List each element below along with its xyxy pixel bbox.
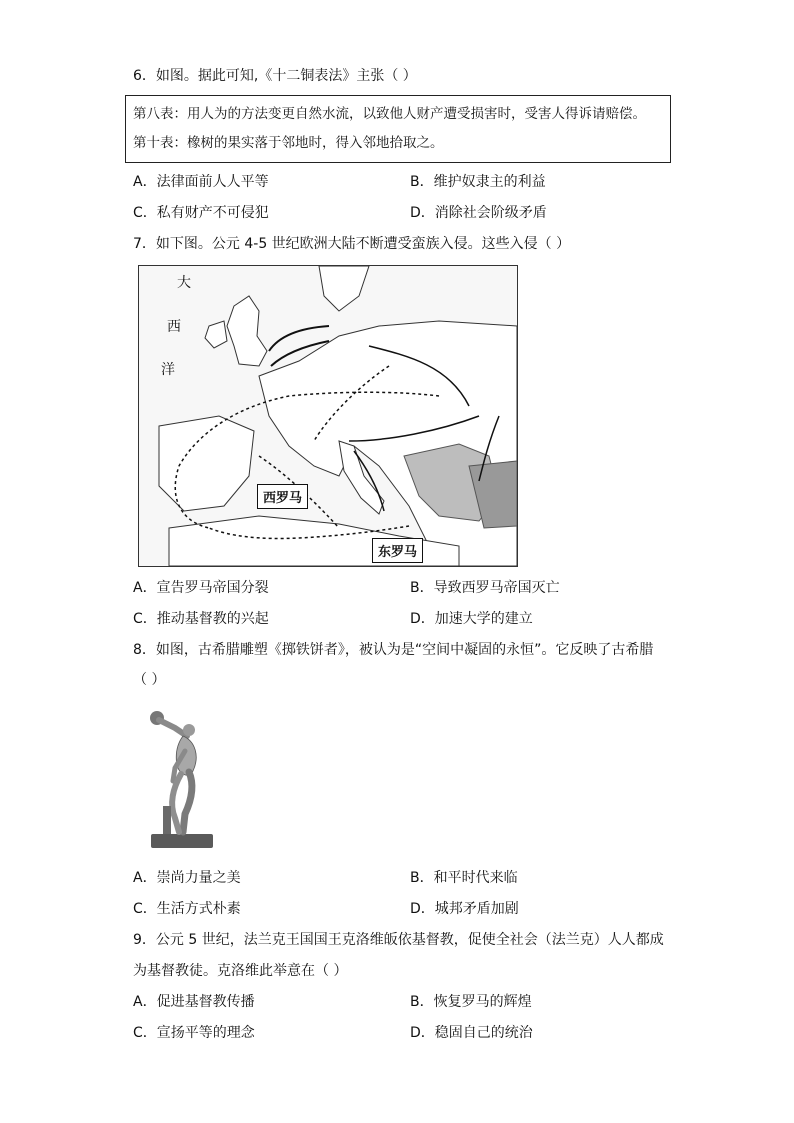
q7-option-c[interactable]: C．推动基督教的兴起: [133, 611, 269, 627]
q7-option-b[interactable]: B．导致西罗马帝国灭亡: [410, 580, 560, 596]
q6-option-c[interactable]: C．私有财产不可侵犯: [133, 205, 269, 221]
q6-quote-line-1: 第八表：用人为的方法变更自然水流，以致他人财产遭受损害时，受害人得诉请赔偿。: [133, 106, 646, 122]
q9-stem-line-1: 9．公元 5 世纪，法兰克王国国王克洛维皈依基督教，促使全社会（法兰克）人人都成: [133, 932, 664, 948]
q7-stem: 7．如下图。公元 4-5 世纪欧洲大陆不断遭受蛮族入侵。这些入侵（ ）: [133, 236, 571, 252]
q7-option-d[interactable]: D．加速大学的建立: [410, 611, 533, 627]
q6-quote-box: [125, 95, 671, 163]
map-ocean-label-2: 西: [167, 319, 181, 335]
q6-quote-line-2: 第十表：橡树的果实落于邻地时，得入邻地拾取之。: [133, 135, 444, 151]
map-west-rome-label: 西罗马: [257, 484, 308, 509]
map-east-rome-label: 东罗马: [372, 538, 423, 563]
discobolus-statue-image: [145, 706, 221, 852]
q9-option-c[interactable]: C．宣扬平等的理念: [133, 1025, 255, 1041]
q9-stem-line-2: 为基督教徒。克洛维此举意在（ ）: [133, 963, 348, 979]
q8-option-a[interactable]: A．崇尚力量之美: [133, 870, 241, 886]
q8-stem-line-1: 8．如图，古希腊雕塑《掷铁饼者》，被认为是“空间中凝固的永恒”。它反映了古希腊: [133, 642, 654, 658]
q8-option-b[interactable]: B．和平时代来临: [410, 870, 518, 886]
q9-option-b[interactable]: B．恢复罗马的辉煌: [410, 994, 532, 1010]
map-graphic: [139, 266, 517, 566]
q8-stem-line-2: （ ）: [133, 672, 166, 688]
q9-option-d[interactable]: D．稳固自己的统治: [410, 1025, 533, 1041]
q9-option-a[interactable]: A．促进基督教传播: [133, 994, 255, 1010]
q6-option-a[interactable]: A．法律面前人人平等: [133, 174, 269, 190]
q8-option-c[interactable]: C．生活方式朴素: [133, 901, 241, 917]
barbarian-invasion-map: [138, 265, 518, 567]
map-ocean-label-3: 洋: [161, 362, 175, 378]
q7-option-a[interactable]: A．宣告罗马帝国分裂: [133, 580, 269, 596]
map-ocean-label-1: 大: [177, 275, 191, 291]
q8-option-d[interactable]: D．城邦矛盾加剧: [410, 901, 519, 917]
q6-option-d[interactable]: D．消除社会阶级矛盾: [410, 205, 547, 221]
q6-option-b[interactable]: B．维护奴隶主的利益: [410, 174, 546, 190]
q6-stem: 6．如图。据此可知,《十二铜表法》主张（ ）: [133, 68, 417, 84]
